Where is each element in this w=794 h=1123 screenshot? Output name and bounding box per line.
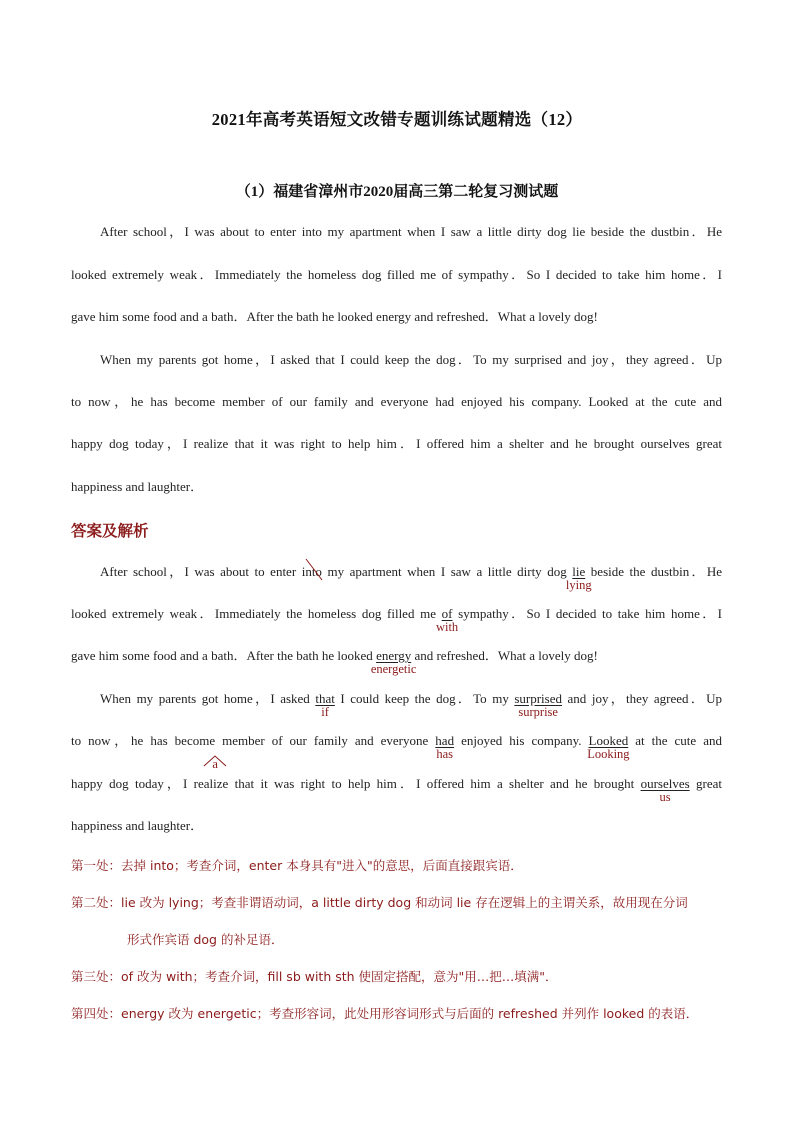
- passage-line: gave him some food and a bath．After the bath he looked energy and refreshed．What a lovely dog!: [71, 309, 598, 324]
- deleted-word-text: into: [301, 564, 322, 579]
- error-word-text: lie: [572, 564, 586, 579]
- correction-text: energetic: [370, 662, 417, 676]
- passage-line: to now，he has become member of our family and everyone had enjoyed his company. Looked at the cute and: [71, 394, 722, 409]
- error-word: [640, 775, 690, 804]
- answer-text: After school，I was about to enter: [100, 564, 302, 579]
- error-word: [315, 690, 335, 719]
- error-word-text: had: [435, 733, 455, 748]
- answer-text: happy dog today，I realize that it was right to help him．I offered him a shelter and he brought: [71, 776, 641, 791]
- answer-line: [71, 605, 722, 634]
- correction-text: a: [212, 757, 218, 771]
- passage-line: looked extremely weak．Immediately the homeless dog filled me of sympathy．So I decided to take him home．I: [71, 267, 722, 282]
- correction-text: has: [436, 747, 454, 761]
- passage-line: happy dog today，I realize that it was right to help him．I offered him a shelter and he brought ourselves great: [71, 436, 722, 451]
- error-word-text: Looked: [588, 733, 629, 748]
- answer-text: at the cute and: [628, 733, 722, 748]
- answer-text: sympathy．So I decided to take him home．I: [452, 606, 722, 621]
- error-word-text: energy: [376, 648, 412, 663]
- answer-line: [71, 775, 722, 804]
- explanation-note: 第二处：lie 改为 lying；考查非谓语动词，a little dirty dog 和动词 lie 存在逻辑上的主谓关系，故用现在分词: [71, 895, 688, 910]
- correction-text: surprise: [518, 705, 558, 719]
- error-word: [587, 732, 630, 761]
- answer-text: gave him some food and a bath．After the bath he looked: [71, 648, 377, 663]
- correction-text: lying: [565, 578, 592, 592]
- answer-line: [100, 563, 722, 592]
- explanation-note: 第三处：of 改为 with；考查介词，fill sb with sth 使固定搭配，意为"用…把…填满"．: [71, 969, 558, 984]
- deleted-word: [302, 563, 322, 581]
- explanation-note: 第一处：去掉 into；考查介词，enter 本身具有"进入"的意思，后面直接跟宾语．: [71, 858, 523, 873]
- answer-text: my apartment when I saw a little dirty dog: [321, 564, 573, 579]
- answer-line: [71, 647, 722, 676]
- section-subtitle: （1）福建省漳州市2020届高三第二轮复习测试题: [235, 184, 559, 200]
- error-word: [435, 732, 455, 761]
- answer-text: great: [689, 776, 722, 791]
- error-word: [514, 690, 563, 719]
- answer-text: member of our family and everyone: [215, 733, 436, 748]
- answer-text: looked extremely weak．Immediately the homeless dog filled me: [71, 606, 442, 621]
- correction-text: Looking: [587, 747, 630, 761]
- answer-line: happiness and laughter．: [71, 818, 204, 833]
- passage-line: When my parents got home，I asked that I could keep the dog．To my surprised and joy，they agreed．Up: [100, 352, 722, 367]
- error-word-text: of: [441, 606, 453, 621]
- answer-text: I could keep the dog．To my: [334, 691, 515, 706]
- answer-text: beside the dustbin．He: [585, 564, 722, 579]
- correction-text: with: [435, 620, 459, 634]
- error-word-text: ourselves: [640, 776, 690, 791]
- error-word-text: that: [315, 691, 335, 706]
- answer-text: and joy，they agreed．Up: [562, 691, 722, 706]
- correction-text: us: [659, 790, 671, 804]
- answer-text: and refreshed．What a lovely dog!: [411, 648, 598, 663]
- answer-line: [100, 690, 722, 719]
- answer-text: When my parents got home，I asked: [100, 691, 316, 706]
- answer-heading: 答案及解析: [71, 522, 149, 540]
- answer-text: to now，he has become: [71, 733, 216, 748]
- explanation-note: 形式作宾语 dog 的补足语．: [127, 932, 284, 947]
- error-word: [435, 605, 459, 634]
- deletion-stroke-icon: [301, 559, 324, 581]
- answer-line: [71, 732, 722, 771]
- passage-line: happiness and laughter．: [71, 479, 204, 494]
- passage-line: After school，I was about to enter into my apartment when I saw a little dirty dog lie beside the dustbin．He: [100, 224, 722, 239]
- error-word-text: surprised: [514, 691, 563, 706]
- error-word: [370, 647, 417, 676]
- correction-text: if: [321, 705, 329, 719]
- explanation-note: 第四处：energy 改为 energetic；考查形容词，此处用形容词形式与后面的 refreshed 并列作 looked 的表语．: [71, 1006, 699, 1021]
- document-title: 2021年高考英语短文改错专题训练试题精选（12）: [211, 110, 583, 129]
- answer-text: enjoyed his company.: [454, 733, 589, 748]
- error-word: [565, 563, 592, 592]
